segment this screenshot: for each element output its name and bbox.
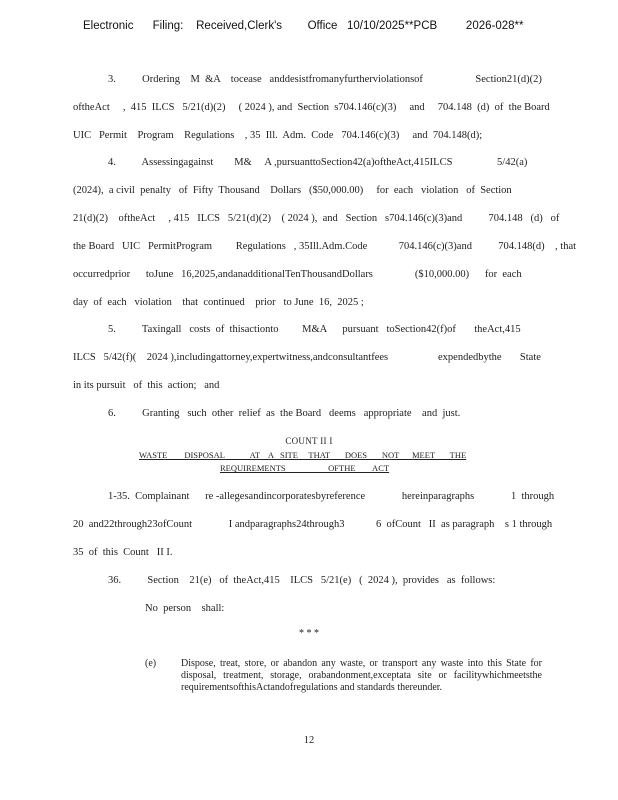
body-line: 1-35. Complainant re -allegesandincorporatesbyreference hereinparagraphs 1 through	[108, 491, 555, 502]
body-line: 3. Ordering M &A tocease anddesistfromanyfurtherviolationsof Section21(d)(2)	[108, 74, 542, 85]
body-line: 35 of this Count II I.	[73, 547, 173, 558]
body-line: No person shall:	[145, 603, 225, 614]
body-line: 5. Taxingall costs of thisactionto M&A pursuant toSection42(f)of theAct,415	[108, 324, 521, 335]
statute-quote: Dispose, treat, store, or abandon any waste, or transport any waste into this State for disposal, treatment, storage, orabandonment,exceptata site or facilitywhichmeetsthe requirementsofthisActandofregulations and standards thereunder.	[181, 658, 542, 693]
body-line: 20 and22through23ofCount I andparagraphs24through3 6 ofCount II as paragraph s 1 through	[73, 519, 553, 530]
body-line: occurredprior toJune 16,2025,andanadditionalTenThousandDollars ($10,000.00) for each	[73, 269, 522, 280]
quote-label: (e)	[145, 658, 157, 669]
body-line: ILCS 5/42(f)( 2024 ),includingattorney,expertwitness,andconsultantfees expendedbythe State	[73, 352, 541, 363]
body-line: the Board UIC PermitProgram Regulations , 35Ill.Adm.Code 704.146(c)(3)and 704.148(d) , that	[73, 241, 577, 252]
count-heading: COUNT II I	[285, 436, 333, 446]
body-line: in its pursuit of this action; and	[73, 380, 220, 391]
body-line: (2024), a civil penalty of Fifty Thousand Dollars ($50,000.00) for each violation of Section	[73, 185, 512, 196]
filing-header: Electronic Filing: Received,Clerk's Office 10/10/2025**PCB 2026-028**	[83, 20, 524, 32]
count-subheading-line-1: WASTE DISPOSAL AT A SITE THAT DOES NOT MEET THE	[139, 450, 467, 460]
count-subheading-line-2: REQUIREMENTS OFTHE ACT	[220, 463, 390, 473]
body-line: oftheAct , 415 ILCS 5/21(d)(2) ( 2024 ), and Section s704.146(c)(3) and 704.148 (d) of the Board	[73, 102, 550, 113]
ellipsis-stars: * * *	[299, 628, 319, 639]
body-line: day of each violation that continued prior to June 16, 2025 ;	[73, 297, 364, 308]
body-line: 36. Section 21(e) of theAct,415 ILCS 5/21(e) ( 2024 ), provides as follows:	[108, 575, 496, 586]
body-line: 21(d)(2) oftheAct , 415 ILCS 5/21(d)(2) ( 2024 ), and Section s704.146(c)(3)and 704.148 (d) of	[73, 213, 560, 224]
body-line: UIC Permit Program Regulations , 35 Ill. Adm. Code 704.146(c)(3) and 704.148(d);	[73, 130, 483, 141]
body-line: 4. Assessingagainst M& A ,pursuanttoSection42(a)oftheAct,415ILCS 5/42(a)	[108, 157, 528, 168]
body-line: 6. Granting such other relief as the Board deems appropriate and just.	[108, 408, 461, 419]
page-number: 12	[303, 735, 315, 746]
